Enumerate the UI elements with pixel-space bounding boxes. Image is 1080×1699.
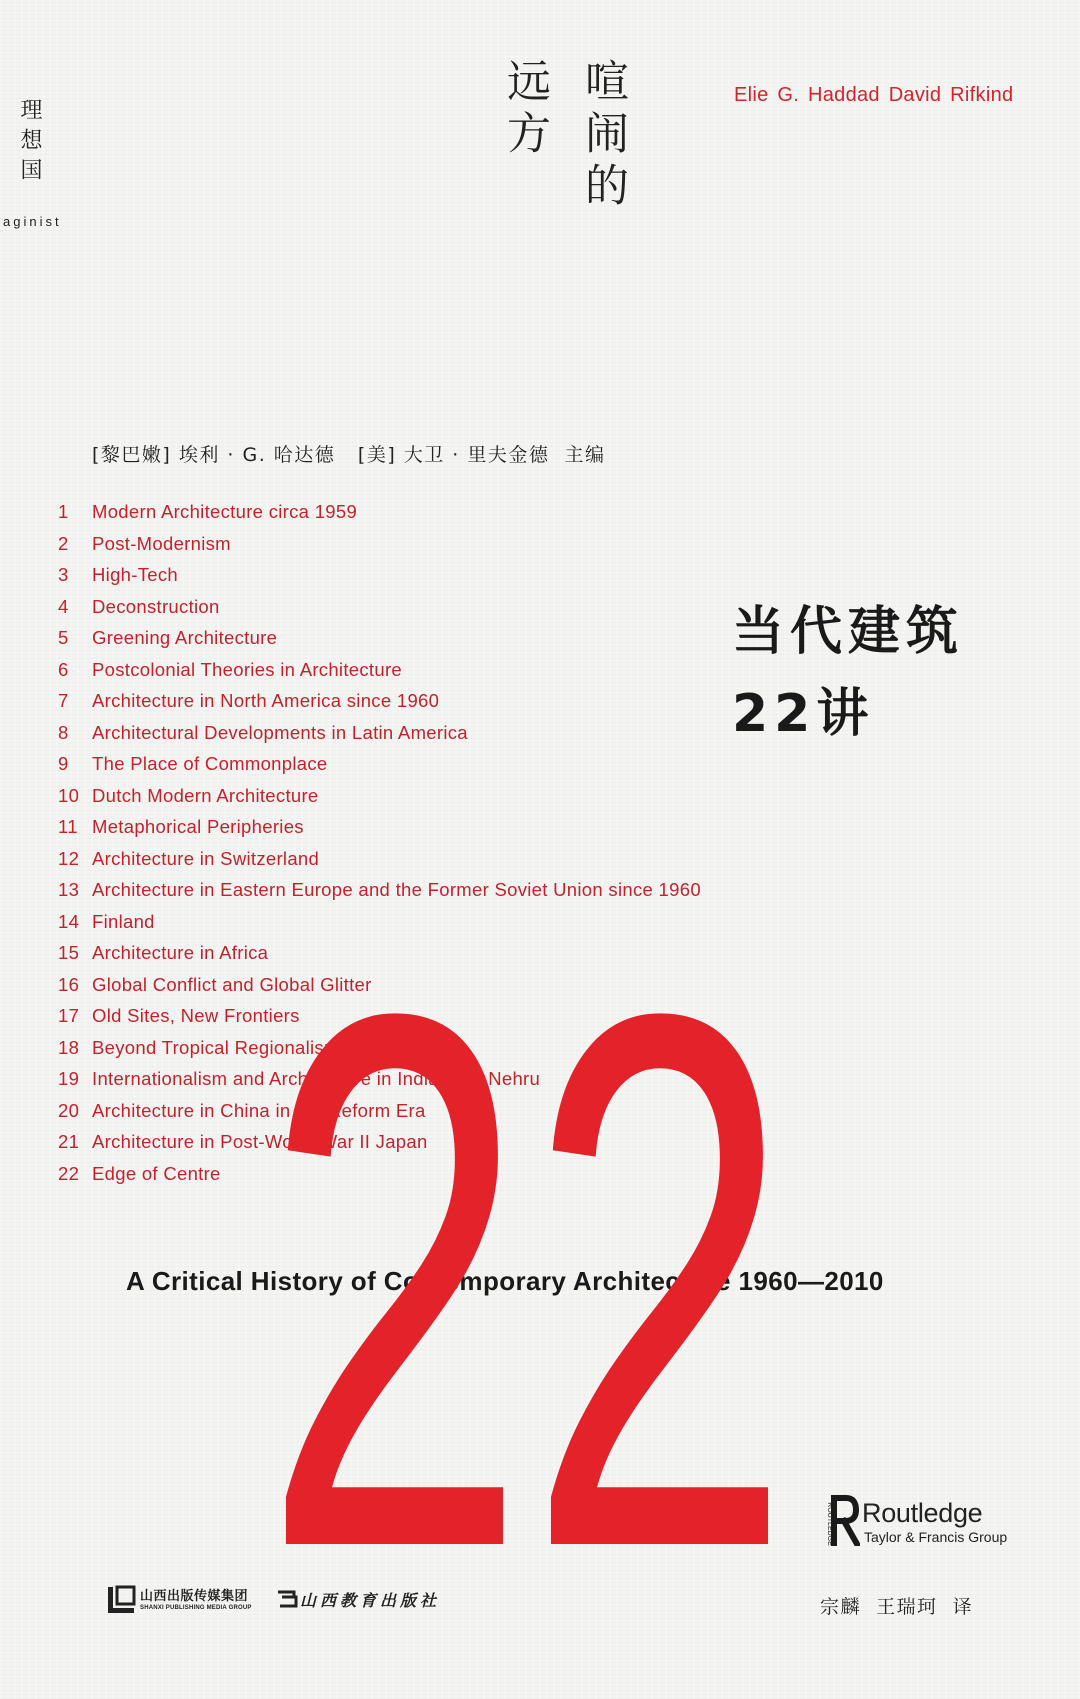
contents-item [58,937,701,969]
imprint-logo-chinese: 理想国 [17,98,42,188]
contents-item-number: 10 [58,784,80,806]
contents-item-number: 5 [58,627,69,648]
contents-item [58,811,701,843]
contents-item-number: 20 [58,1099,80,1121]
contents-item-number: 1 [58,501,69,522]
chinese-title-line-2: 22讲 [732,684,875,744]
contents-item-title: The Place of Commonplace [92,753,328,774]
imprint-logo-english: aginist [3,214,62,229]
contents-item-title: Architectural Developments in Latin America [92,721,468,743]
contents-item-title: Finland [92,910,155,932]
contents-item-number: 6 [58,658,69,680]
translators: 宗麟 王瑞珂 译 [820,1596,974,1618]
contents-item [58,717,701,749]
vertical-title-column-1: 喧闹的 [577,58,628,214]
contents-item-title: Dutch Modern Architecture [92,784,319,806]
contents-item-title: Edge of Centre [92,1162,221,1184]
contents-item [58,591,701,623]
contents-item [58,874,701,906]
contents-item-title: Deconstruction [92,595,220,617]
contents-item-number: 11 [58,816,78,837]
contents-item [58,654,701,686]
contents-item-number: 21 [58,1131,80,1152]
contents-item [58,528,701,560]
contents-item-number: 16 [58,973,80,995]
contents-item [58,622,701,654]
big-number-22 [262,980,792,1560]
contents-item-title: Beyond Tropical Regionalism [92,1036,340,1058]
contents-item-title: Architecture in China in the Reform Era [92,1099,426,1121]
routledge-logo-icon [820,1494,860,1551]
contents-item-number: 17 [58,1005,80,1026]
routledge-group: Taylor & Francis Group [864,1529,1008,1545]
big-number-text: 22 [262,980,792,1560]
chinese-title-line-1: 当代建筑 [732,602,965,662]
contents-item-number: 19 [58,1068,80,1089]
contents-item-number: 3 [58,564,69,585]
publisher-1-english: SHANXI PUBLISHING MEDIA GROUP [140,1605,252,1611]
contents-item-number: 2 [58,532,69,554]
contents-item-number: 12 [58,847,80,869]
contents-item-number: 14 [58,910,80,932]
contents-item-number: 4 [58,595,69,617]
publisher-1-name: 山西出版传媒集团 [140,1589,249,1604]
contents-item [58,906,701,938]
contents-item [58,685,701,717]
contents-item-number: 8 [58,721,69,743]
contents-item [58,780,701,812]
editors-chinese: [黎巴嫩] 埃利 · G. 哈达德 [美] 大卫 · 里夫金德 主编 [92,444,606,466]
contents-item [58,748,701,780]
vertical-title-column-2: 远方 [499,58,550,162]
contents-item-number: 15 [58,942,80,963]
contents-item-number: 7 [58,690,69,711]
contents-item-number: 9 [58,753,69,774]
contents-item-number: 13 [58,879,80,900]
contents-item-title: Architecture in Africa [92,942,269,963]
authors-english: Elie G. Haddad David Rifkind [734,84,1014,106]
contents-item-title: Modern Architecture circa 1959 [92,501,358,522]
english-subtitle: A Critical History of Contemporary Architecture 1960—2010 [126,1266,884,1296]
contents-item-title: Internationalism and Architecture in India after Nehru [92,1068,541,1089]
contents-item [58,559,701,591]
contents-item-title: Architecture in Post-World War II Japan [92,1131,428,1152]
routledge-name: Routledge [862,1498,983,1528]
publisher-2-name: 山西教育出版社 [300,1591,441,1610]
shanxi-education-press-logo-icon [276,1589,298,1614]
contents-item [58,843,701,875]
contents-item-title: Postcolonial Theories in Architecture [92,658,402,680]
contents-item-title: Architecture in Eastern Europe and the Former Soviet Union since 1960 [92,879,701,900]
contents-item-title: Metaphorical Peripheries [92,816,304,837]
contents-item-title: High-Tech [92,564,178,585]
contents-item-title: Architecture in North America since 1960 [92,690,440,711]
contents-item-number: 18 [58,1036,80,1058]
contents-item-number: 22 [58,1162,80,1184]
routledge-spine-text: ROUTLEDGE [826,1502,833,1546]
contents-item-title: Post-Modernism [92,532,231,554]
contents-item-title: Architecture in Switzerland [92,847,320,869]
contents-item-title: Greening Architecture [92,627,278,648]
contents-item [58,496,701,528]
contents-item-title: Old Sites, New Frontiers [92,1005,300,1026]
shanxi-media-group-logo-icon [106,1585,138,1620]
contents-item-title: Global Conflict and Global Glitter [92,973,372,995]
